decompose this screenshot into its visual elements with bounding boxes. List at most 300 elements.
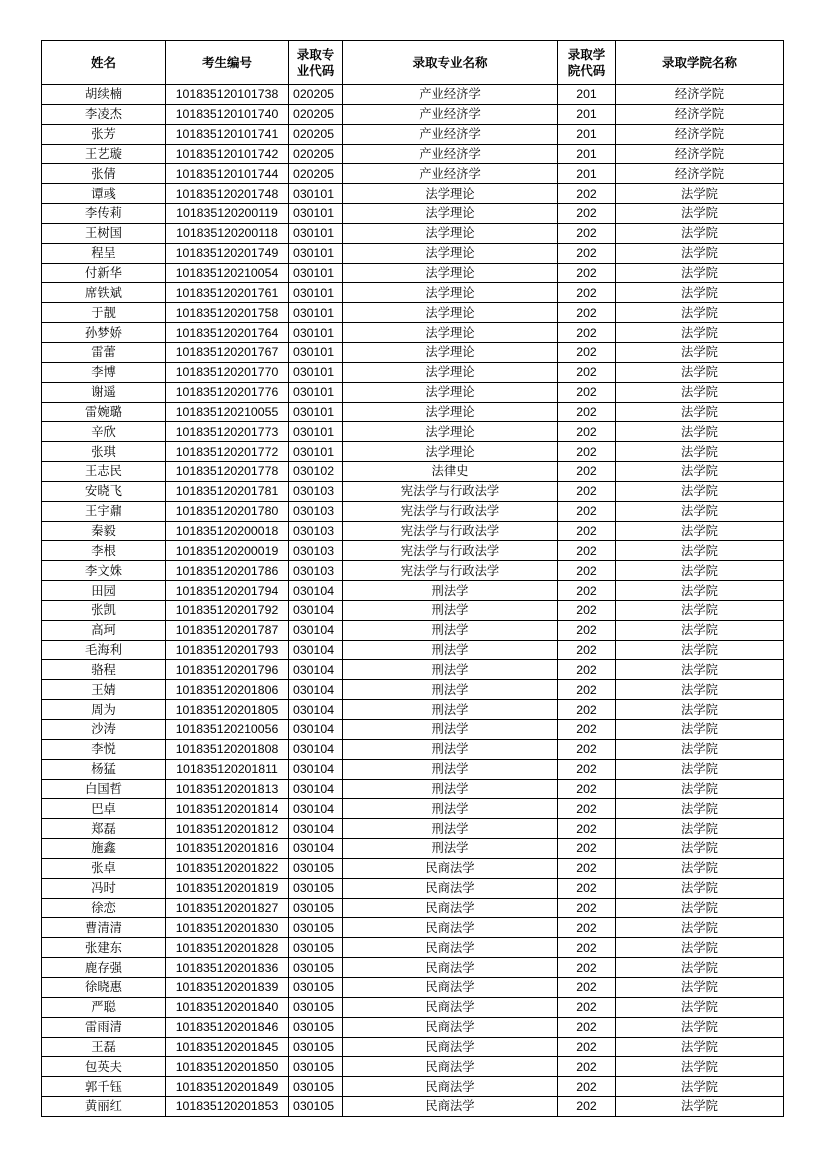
cell-major-name: 产业经济学 — [343, 104, 558, 124]
cell-name: 谭彧 — [42, 184, 166, 204]
cell-college-name: 法学院 — [616, 819, 784, 839]
cell-exam-id: 101835120200019 — [166, 541, 289, 561]
cell-college-code: 202 — [558, 680, 616, 700]
cell-name: 雷蕾 — [42, 342, 166, 362]
cell-college-name: 法学院 — [616, 640, 784, 660]
table-row — [42, 1097, 784, 1117]
cell-major-code: 030105 — [289, 918, 343, 938]
cell-name: 王宇鼐 — [42, 501, 166, 521]
cell-exam-id: 101835120201849 — [166, 1077, 289, 1097]
cell-major-code: 030103 — [289, 521, 343, 541]
cell-college-code: 202 — [558, 283, 616, 303]
cell-exam-id: 101835120200018 — [166, 521, 289, 541]
cell-major-name: 民商法学 — [343, 878, 558, 898]
cell-college-name: 法学院 — [616, 779, 784, 799]
cell-college-name: 经济学院 — [616, 144, 784, 164]
cell-major-name: 法学理论 — [343, 422, 558, 442]
table-row — [42, 541, 784, 561]
cell-college-code: 202 — [558, 918, 616, 938]
cell-name: 曹清清 — [42, 918, 166, 938]
header-name: 姓名 — [42, 41, 166, 85]
cell-name: 于靓 — [42, 303, 166, 323]
table-row — [42, 858, 784, 878]
cell-major-name: 法学理论 — [343, 204, 558, 224]
cell-name: 张琪 — [42, 442, 166, 462]
cell-major-name: 民商法学 — [343, 938, 558, 958]
cell-major-code: 030104 — [289, 819, 343, 839]
cell-exam-id: 101835120200119 — [166, 204, 289, 224]
cell-name: 王艺璇 — [42, 144, 166, 164]
cell-exam-id: 101835120201796 — [166, 660, 289, 680]
cell-major-name: 刑法学 — [343, 640, 558, 660]
table-row — [42, 124, 784, 144]
cell-major-code: 030105 — [289, 938, 343, 958]
cell-college-code: 202 — [558, 938, 616, 958]
cell-major-name: 刑法学 — [343, 720, 558, 740]
table-row — [42, 223, 784, 243]
table-row — [42, 759, 784, 779]
cell-name: 孙梦娇 — [42, 323, 166, 343]
cell-college-code: 202 — [558, 362, 616, 382]
cell-major-name: 法学理论 — [343, 263, 558, 283]
cell-major-code: 030104 — [289, 779, 343, 799]
cell-major-name: 产业经济学 — [343, 85, 558, 105]
cell-exam-id: 101835120201749 — [166, 243, 289, 263]
cell-major-name: 产业经济学 — [343, 164, 558, 184]
cell-exam-id: 101835120201770 — [166, 362, 289, 382]
cell-college-name: 法学院 — [616, 501, 784, 521]
cell-exam-id: 101835120101740 — [166, 104, 289, 124]
cell-exam-id: 101835120201805 — [166, 700, 289, 720]
cell-name: 高珂 — [42, 620, 166, 640]
cell-major-code: 030101 — [289, 303, 343, 323]
cell-name: 李根 — [42, 541, 166, 561]
cell-major-name: 法学理论 — [343, 323, 558, 343]
cell-exam-id: 101835120201748 — [166, 184, 289, 204]
cell-college-code: 202 — [558, 799, 616, 819]
table-row — [42, 462, 784, 482]
cell-major-name: 宪法学与行政法学 — [343, 541, 558, 561]
cell-major-name: 刑法学 — [343, 600, 558, 620]
cell-major-code: 030105 — [289, 1037, 343, 1057]
cell-major-name: 法学理论 — [343, 442, 558, 462]
cell-college-name: 法学院 — [616, 521, 784, 541]
cell-college-code: 202 — [558, 402, 616, 422]
cell-college-code: 202 — [558, 521, 616, 541]
table-row — [42, 104, 784, 124]
table-row — [42, 382, 784, 402]
table-row — [42, 720, 784, 740]
cell-college-code: 201 — [558, 144, 616, 164]
cell-name: 席铁斌 — [42, 283, 166, 303]
cell-name: 田园 — [42, 581, 166, 601]
cell-exam-id: 101835120201850 — [166, 1057, 289, 1077]
cell-exam-id: 101835120201846 — [166, 1017, 289, 1037]
cell-major-name: 法学理论 — [343, 382, 558, 402]
cell-college-name: 法学院 — [616, 720, 784, 740]
cell-name: 秦毅 — [42, 521, 166, 541]
cell-major-name: 民商法学 — [343, 1037, 558, 1057]
cell-college-code: 202 — [558, 858, 616, 878]
cell-college-name: 法学院 — [616, 660, 784, 680]
cell-exam-id: 101835120201812 — [166, 819, 289, 839]
cell-major-code: 030103 — [289, 541, 343, 561]
cell-name: 张倩 — [42, 164, 166, 184]
cell-name: 杨猛 — [42, 759, 166, 779]
cell-college-name: 法学院 — [616, 442, 784, 462]
cell-name: 周为 — [42, 700, 166, 720]
cell-major-name: 民商法学 — [343, 1057, 558, 1077]
cell-major-code: 030101 — [289, 342, 343, 362]
cell-major-name: 法律史 — [343, 462, 558, 482]
table-row — [42, 600, 784, 620]
cell-exam-id: 101835120101744 — [166, 164, 289, 184]
cell-major-code: 030104 — [289, 839, 343, 859]
cell-major-code: 030104 — [289, 739, 343, 759]
cell-college-code: 202 — [558, 819, 616, 839]
cell-major-name: 刑法学 — [343, 799, 558, 819]
cell-major-code: 030105 — [289, 958, 343, 978]
cell-name: 沙涛 — [42, 720, 166, 740]
cell-college-code: 202 — [558, 204, 616, 224]
cell-college-code: 202 — [558, 481, 616, 501]
cell-major-name: 民商法学 — [343, 858, 558, 878]
cell-exam-id: 101835120201836 — [166, 958, 289, 978]
header-exam-id: 考生编号 — [166, 41, 289, 85]
cell-exam-id: 101835120201853 — [166, 1097, 289, 1117]
cell-major-name: 宪法学与行政法学 — [343, 521, 558, 541]
cell-exam-id: 101835120201794 — [166, 581, 289, 601]
cell-major-code: 030103 — [289, 501, 343, 521]
table-row — [42, 1037, 784, 1057]
cell-exam-id: 101835120201822 — [166, 858, 289, 878]
cell-exam-id: 101835120201806 — [166, 680, 289, 700]
cell-college-name: 法学院 — [616, 799, 784, 819]
cell-name: 李博 — [42, 362, 166, 382]
cell-exam-id: 101835120201767 — [166, 342, 289, 362]
cell-college-code: 202 — [558, 700, 616, 720]
cell-college-code: 202 — [558, 1037, 616, 1057]
cell-name: 安晓飞 — [42, 481, 166, 501]
cell-name: 冯时 — [42, 878, 166, 898]
cell-exam-id: 101835120201828 — [166, 938, 289, 958]
cell-college-name: 法学院 — [616, 759, 784, 779]
cell-college-name: 法学院 — [616, 739, 784, 759]
cell-name: 雷婉璐 — [42, 402, 166, 422]
cell-major-name: 产业经济学 — [343, 124, 558, 144]
cell-major-code: 030104 — [289, 680, 343, 700]
table-row — [42, 561, 784, 581]
cell-college-code: 202 — [558, 303, 616, 323]
cell-college-name: 法学院 — [616, 303, 784, 323]
cell-major-name: 法学理论 — [343, 362, 558, 382]
cell-exam-id: 101835120201793 — [166, 640, 289, 660]
table-row — [42, 640, 784, 660]
cell-name: 张卓 — [42, 858, 166, 878]
cell-major-code: 030105 — [289, 878, 343, 898]
cell-college-name: 法学院 — [616, 382, 784, 402]
cell-college-name: 法学院 — [616, 462, 784, 482]
cell-college-code: 202 — [558, 739, 616, 759]
cell-major-name: 民商法学 — [343, 898, 558, 918]
cell-major-code: 020205 — [289, 124, 343, 144]
cell-exam-id: 101835120210055 — [166, 402, 289, 422]
table-row — [42, 1077, 784, 1097]
header-major-name: 录取专业名称 — [343, 41, 558, 85]
cell-name: 李凌杰 — [42, 104, 166, 124]
cell-college-code: 202 — [558, 997, 616, 1017]
cell-major-code: 030104 — [289, 620, 343, 640]
cell-major-code: 030105 — [289, 1057, 343, 1077]
cell-major-code: 030104 — [289, 600, 343, 620]
cell-major-code: 020205 — [289, 85, 343, 105]
cell-name: 王婧 — [42, 680, 166, 700]
cell-name: 谢遥 — [42, 382, 166, 402]
cell-name: 包英夫 — [42, 1057, 166, 1077]
cell-college-name: 法学院 — [616, 481, 784, 501]
cell-college-name: 法学院 — [616, 581, 784, 601]
cell-college-code: 202 — [558, 1057, 616, 1077]
cell-major-code: 030105 — [289, 1097, 343, 1117]
table-row — [42, 739, 784, 759]
cell-major-code: 030101 — [289, 422, 343, 442]
cell-name: 李文姝 — [42, 561, 166, 581]
cell-major-code: 030104 — [289, 759, 343, 779]
table-row — [42, 918, 784, 938]
cell-major-code: 030105 — [289, 898, 343, 918]
cell-major-code: 030101 — [289, 323, 343, 343]
cell-major-code: 030101 — [289, 184, 343, 204]
cell-major-code: 030101 — [289, 442, 343, 462]
cell-exam-id: 101835120201764 — [166, 323, 289, 343]
admission-table — [41, 40, 784, 1117]
table-row — [42, 144, 784, 164]
cell-college-name: 法学院 — [616, 600, 784, 620]
table-row — [42, 164, 784, 184]
cell-college-name: 法学院 — [616, 620, 784, 640]
cell-name: 雷雨清 — [42, 1017, 166, 1037]
cell-major-code: 020205 — [289, 144, 343, 164]
table-row — [42, 243, 784, 263]
cell-college-name: 经济学院 — [616, 104, 784, 124]
cell-college-name: 法学院 — [616, 958, 784, 978]
cell-college-code: 202 — [558, 640, 616, 660]
cell-major-code: 030104 — [289, 640, 343, 660]
cell-name: 张建东 — [42, 938, 166, 958]
cell-name: 徐恋 — [42, 898, 166, 918]
cell-college-name: 法学院 — [616, 223, 784, 243]
cell-major-name: 刑法学 — [343, 660, 558, 680]
cell-major-name: 刑法学 — [343, 819, 558, 839]
cell-college-name: 法学院 — [616, 402, 784, 422]
cell-college-name: 法学院 — [616, 342, 784, 362]
cell-exam-id: 101835120201772 — [166, 442, 289, 462]
cell-exam-id: 101835120201780 — [166, 501, 289, 521]
cell-exam-id: 101835120101738 — [166, 85, 289, 105]
cell-name: 张芳 — [42, 124, 166, 144]
cell-college-code: 202 — [558, 1077, 616, 1097]
cell-exam-id: 101835120201773 — [166, 422, 289, 442]
cell-exam-id: 101835120201808 — [166, 739, 289, 759]
cell-exam-id: 101835120210054 — [166, 263, 289, 283]
cell-college-code: 202 — [558, 1017, 616, 1037]
cell-exam-id: 101835120200118 — [166, 223, 289, 243]
cell-college-name: 法学院 — [616, 1097, 784, 1117]
cell-college-code: 202 — [558, 581, 616, 601]
cell-college-code: 202 — [558, 501, 616, 521]
table-row — [42, 660, 784, 680]
cell-college-name: 法学院 — [616, 898, 784, 918]
cell-college-name: 法学院 — [616, 184, 784, 204]
cell-exam-id: 101835120201787 — [166, 620, 289, 640]
cell-major-code: 030104 — [289, 581, 343, 601]
cell-major-code: 030101 — [289, 263, 343, 283]
cell-major-name: 民商法学 — [343, 1097, 558, 1117]
cell-major-code: 030104 — [289, 720, 343, 740]
cell-college-name: 法学院 — [616, 1057, 784, 1077]
table-row — [42, 422, 784, 442]
header-college-name: 录取学院名称 — [616, 41, 784, 85]
cell-major-name: 产业经济学 — [343, 144, 558, 164]
cell-exam-id: 101835120201758 — [166, 303, 289, 323]
cell-major-name: 刑法学 — [343, 779, 558, 799]
cell-exam-id: 101835120201814 — [166, 799, 289, 819]
table-row — [42, 263, 784, 283]
cell-major-name: 宪法学与行政法学 — [343, 561, 558, 581]
cell-major-code: 030101 — [289, 223, 343, 243]
cell-college-code: 202 — [558, 958, 616, 978]
cell-name: 白国哲 — [42, 779, 166, 799]
cell-name: 徐晓惠 — [42, 977, 166, 997]
table-row — [42, 680, 784, 700]
table-row — [42, 620, 784, 640]
table-row — [42, 85, 784, 105]
cell-college-code: 202 — [558, 779, 616, 799]
table-body — [42, 85, 784, 1117]
cell-name: 王树国 — [42, 223, 166, 243]
header-row — [42, 41, 784, 85]
cell-name: 郑磊 — [42, 819, 166, 839]
cell-college-name: 法学院 — [616, 700, 784, 720]
table-row — [42, 779, 784, 799]
cell-college-code: 202 — [558, 1097, 616, 1117]
cell-exam-id: 101835120201761 — [166, 283, 289, 303]
cell-major-code: 030105 — [289, 1017, 343, 1037]
table-row — [42, 819, 784, 839]
cell-college-code: 202 — [558, 342, 616, 362]
cell-college-name: 法学院 — [616, 878, 784, 898]
cell-college-code: 202 — [558, 620, 616, 640]
cell-major-code: 030101 — [289, 243, 343, 263]
cell-name: 李传莉 — [42, 204, 166, 224]
cell-major-code: 030104 — [289, 660, 343, 680]
cell-college-name: 法学院 — [616, 561, 784, 581]
cell-college-code: 202 — [558, 223, 616, 243]
cell-major-code: 030105 — [289, 977, 343, 997]
cell-exam-id: 101835120201839 — [166, 977, 289, 997]
cell-major-name: 宪法学与行政法学 — [343, 481, 558, 501]
cell-college-name: 法学院 — [616, 1077, 784, 1097]
table-row — [42, 184, 784, 204]
cell-exam-id: 101835120201845 — [166, 1037, 289, 1057]
cell-college-name: 法学院 — [616, 938, 784, 958]
cell-college-name: 法学院 — [616, 680, 784, 700]
cell-name: 胡续楠 — [42, 85, 166, 105]
cell-exam-id: 101835120201786 — [166, 561, 289, 581]
cell-major-name: 民商法学 — [343, 1017, 558, 1037]
table-row — [42, 878, 784, 898]
cell-name: 张凯 — [42, 600, 166, 620]
cell-exam-id: 101835120201840 — [166, 997, 289, 1017]
cell-name: 王志民 — [42, 462, 166, 482]
table-row — [42, 402, 784, 422]
table-row — [42, 323, 784, 343]
cell-name: 巴卓 — [42, 799, 166, 819]
table-row — [42, 958, 784, 978]
cell-name: 严聪 — [42, 997, 166, 1017]
cell-exam-id: 101835120201813 — [166, 779, 289, 799]
table-row — [42, 997, 784, 1017]
cell-college-name: 法学院 — [616, 839, 784, 859]
cell-college-code: 202 — [558, 898, 616, 918]
cell-college-code: 201 — [558, 124, 616, 144]
cell-major-code: 030103 — [289, 481, 343, 501]
cell-exam-id: 101835120201781 — [166, 481, 289, 501]
cell-major-code: 030104 — [289, 700, 343, 720]
cell-major-code: 030105 — [289, 1077, 343, 1097]
cell-exam-id: 101835120201778 — [166, 462, 289, 482]
cell-exam-id: 101835120201792 — [166, 600, 289, 620]
cell-college-code: 202 — [558, 561, 616, 581]
cell-college-name: 法学院 — [616, 362, 784, 382]
cell-college-code: 202 — [558, 422, 616, 442]
cell-major-name: 刑法学 — [343, 680, 558, 700]
cell-name: 骆程 — [42, 660, 166, 680]
cell-college-code: 202 — [558, 184, 616, 204]
table-row — [42, 938, 784, 958]
cell-college-code: 202 — [558, 541, 616, 561]
header-major-code: 录取专 业代码 — [289, 41, 343, 85]
cell-name: 李悦 — [42, 739, 166, 759]
cell-college-name: 法学院 — [616, 422, 784, 442]
cell-major-code: 030105 — [289, 858, 343, 878]
cell-major-code: 020205 — [289, 164, 343, 184]
cell-name: 付新华 — [42, 263, 166, 283]
cell-exam-id: 101835120201827 — [166, 898, 289, 918]
cell-college-name: 法学院 — [616, 858, 784, 878]
cell-name: 郭千钰 — [42, 1077, 166, 1097]
cell-exam-id: 101835120210056 — [166, 720, 289, 740]
cell-exam-id: 101835120201819 — [166, 878, 289, 898]
cell-college-code: 202 — [558, 720, 616, 740]
cell-major-name: 法学理论 — [343, 283, 558, 303]
cell-college-name: 法学院 — [616, 997, 784, 1017]
cell-major-code: 030104 — [289, 799, 343, 819]
cell-college-code: 201 — [558, 85, 616, 105]
table-row — [42, 342, 784, 362]
cell-college-name: 经济学院 — [616, 85, 784, 105]
cell-name: 辛欣 — [42, 422, 166, 442]
cell-college-code: 202 — [558, 323, 616, 343]
cell-major-name: 民商法学 — [343, 958, 558, 978]
cell-major-code: 030102 — [289, 462, 343, 482]
cell-college-name: 法学院 — [616, 918, 784, 938]
cell-major-code: 020205 — [289, 104, 343, 124]
cell-major-code: 030105 — [289, 997, 343, 1017]
cell-major-name: 刑法学 — [343, 739, 558, 759]
cell-college-name: 法学院 — [616, 1017, 784, 1037]
cell-college-code: 202 — [558, 839, 616, 859]
